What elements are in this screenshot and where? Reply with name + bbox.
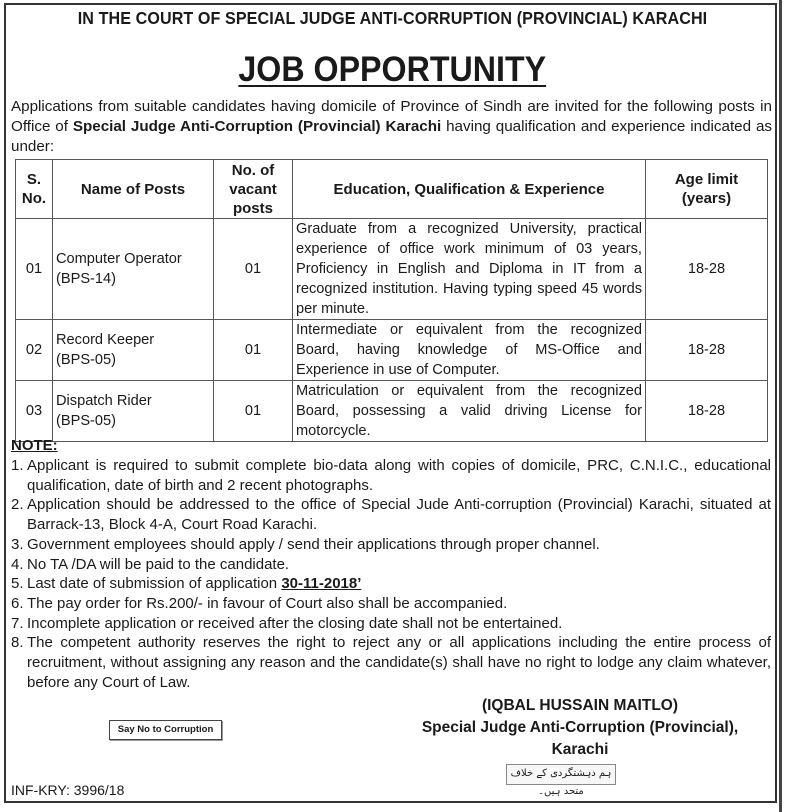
cell-vacant: 01	[214, 320, 293, 381]
note-text: Applicant is required to submit complete bio-data along with copies of domicile, PRC, C.N.I.C., educational qualification, date of birth and 2 recent photographs.	[27, 457, 771, 494]
intro-paragraph	[11, 97, 772, 157]
note-text: Last date of submission of application	[27, 575, 282, 593]
note-text: The competent authority reserves the right to reject any or all applications including the entire process of recruitment, without assigning any reason and the candidate(s) shall have no right to lodge any claim whatever, before any Court of Law.	[27, 634, 771, 691]
note-item	[11, 574, 771, 594]
note-item	[11, 555, 771, 575]
cell-age: 18-28	[646, 381, 768, 442]
note-number: 6.	[11, 594, 24, 612]
cell-name	[53, 320, 214, 381]
table-header-row	[16, 160, 768, 219]
cell-age: 18-28	[646, 320, 768, 381]
cell-education: Intermediate or equivalent from the recognized Board, having knowledge of MS-Office and Experience in use of Computer.	[293, 320, 646, 381]
urdu-slogan-badge: ہم دہشتگردی کے خلاف متحد ہیں۔	[506, 764, 616, 785]
say-no-to-corruption-badge: Say No to Corruption	[109, 720, 222, 740]
notes-list	[11, 456, 771, 692]
court-title: IN THE COURT OF SPECIAL JUDGE ANTI-CORRUPTION (PROVINCIAL) KARACHI	[77, 8, 708, 28]
post-name: Computer Operator	[56, 251, 182, 267]
note-number: 8.	[11, 634, 24, 652]
posts-table	[15, 159, 768, 442]
post-bps: (BPS-05)	[56, 352, 117, 368]
note-text: Incomplete application or received after the closing date shall not be entertained.	[27, 614, 563, 632]
intro-office: Special Judge Anti-Corruption (Provincial) Karachi	[72, 118, 442, 135]
cell-sno: 02	[16, 320, 53, 381]
note-item	[11, 535, 771, 555]
cell-education: Graduate from a recognized University, practical experience of office work minimum of 03 years, Proficiency in English and Diploma in IT from a recognized institution. Having typing speed 45 words per minute.	[293, 219, 646, 320]
note-number: 2.	[11, 496, 24, 514]
last-date: 30-11-2018’	[281, 575, 362, 593]
cell-age: 18-28	[646, 219, 768, 320]
note-title: NOTE:	[11, 437, 58, 454]
table-row	[16, 320, 768, 381]
note-text: The pay order for Rs.200/- in favour of Court also shall be accompanied.	[27, 594, 508, 612]
signatory-city: Karachi	[551, 741, 609, 758]
headline	[0, 50, 785, 90]
cell-sno: 01	[16, 219, 53, 320]
cell-name	[53, 219, 214, 320]
note-text: Application should be addressed to the office of Special Jude Anti-corruption (Provincial) Karachi, situated at Barrack-13, Block 4-A, Court Road Karachi.	[27, 496, 771, 534]
note-text: Government employees should apply / send their applications through proper channel.	[27, 535, 600, 553]
note-number: 5.	[11, 575, 24, 593]
table-row	[16, 381, 768, 442]
signatory-title: Special Judge Anti-Corruption (Provincial),	[421, 719, 739, 736]
header-vacant: No. of vacant posts	[214, 160, 293, 219]
note-number: 7.	[11, 614, 24, 632]
header-name: Name of Posts	[53, 160, 214, 219]
post-bps: (BPS-14)	[56, 271, 117, 287]
post-name: Record Keeper	[56, 332, 155, 348]
note-item	[11, 456, 771, 495]
post-bps: (BPS-05)	[56, 413, 117, 429]
note-item	[11, 614, 771, 634]
note-number: 1.	[11, 457, 24, 474]
table-row	[16, 219, 768, 320]
intro-part2: having qualification and experience indicated as under:	[11, 118, 772, 155]
note-number: 3.	[11, 535, 24, 553]
intro-part1: Applications from suitable candidates having domicile of Province of Sindh are invited for the following posts in Office of	[11, 98, 772, 135]
note-item	[11, 633, 771, 692]
header-education: Education, Qualification & Experience	[293, 160, 646, 219]
note-number: 4.	[11, 555, 24, 573]
note-item	[11, 594, 771, 614]
headline-text: JOB OPPORTUNITY	[238, 50, 547, 89]
reference-number: INF-KRY: 3996/18	[11, 782, 125, 798]
note-item	[11, 495, 771, 534]
post-name: Dispatch Rider	[56, 393, 152, 409]
right-edge-bar	[779, 0, 782, 812]
cell-vacant: 01	[214, 219, 293, 320]
signatory-name: (IQBAL HUSSAIN MAITLO)	[481, 697, 679, 714]
header-age: Age limit (years)	[646, 160, 768, 219]
cell-name	[53, 381, 214, 442]
note-text: No TA /DA will be paid to the candidate.	[27, 555, 290, 573]
cell-vacant: 01	[214, 381, 293, 442]
header-sno: S. No.	[16, 160, 53, 219]
cell-sno: 03	[16, 381, 53, 442]
cell-education: Matriculation or equivalent from the recognized Board, possessing a valid driving License for motorcycle.	[293, 381, 646, 442]
